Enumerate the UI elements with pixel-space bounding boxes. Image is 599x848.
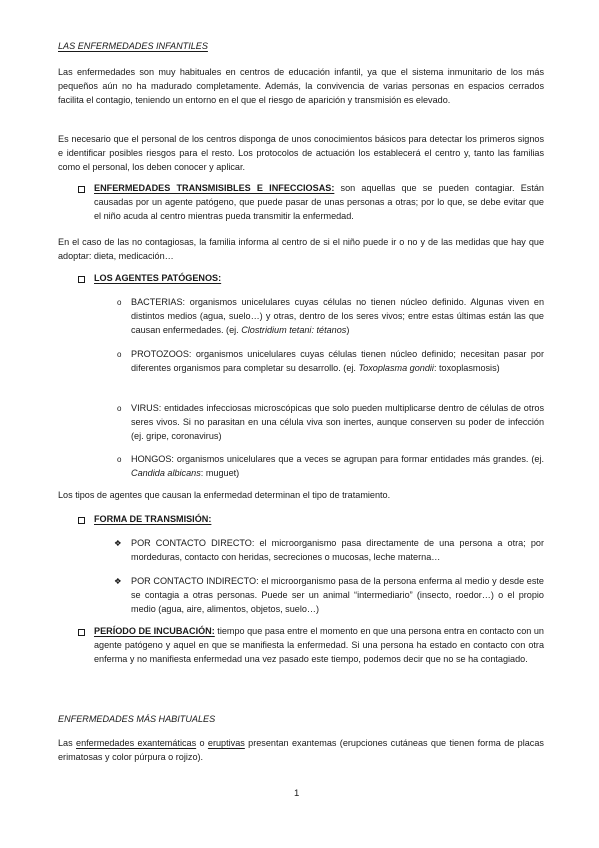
checkbox-square-icon [78, 186, 85, 193]
transmissible-diseases-item [94, 182, 544, 224]
circle-bullet-icon: o [117, 404, 122, 413]
agent-item-virus: VIRUS: entidades infecciosas microscópicas que solo pueden multiplicarse dentro de células de otros seres vivos. Si no parasitan en una célula viva son inertes, aunque conserven su poder de infección (ej. gripe, coronavirus) [131, 403, 544, 441]
page-number: 1 [294, 788, 300, 799]
exanthem-link: enfermedades exantemáticas [76, 738, 197, 748]
non-contagious-paragraph: En el caso de las no contagiosas, la familia informa al centro de si el niño puede ir o no y de las medidas que hay que adoptar: dieta, medicación… [58, 237, 544, 261]
incubation-item [94, 625, 544, 667]
diamond-bullet-icon: ❖ [114, 576, 122, 586]
transmissible-text: son aquellas que se pueden contagiar. Están causadas por un agente patógeno, que puede pasar de unas personas a otras; por lo que, se debe evitar que el niño acuda al centro mientras pueda transmitir la enfermedad. [94, 183, 544, 221]
page-title: LAS ENFERMEDADES INFANTILES [58, 41, 208, 51]
circle-bullet-icon: o [117, 455, 122, 464]
transmissible-label: ENFERMEDADES TRANSMISIBLES E INFECCIOSAS: [94, 183, 335, 193]
transmission-label: FORMA DE TRANSMISIÓN: [94, 514, 212, 524]
intro-paragraph: Las enfermedades son muy habituales en centros de educación infantil, ya que el sistema inmunitario de los más pequeños aún no ha madurado completamente. Además, la convivencia de varias personas en espacios cerrados facilita el contagio, teniendo un entorno en el que el riesgo de aparición y transmisión es elevado. [58, 67, 544, 105]
section-title-common-diseases: ENFERMEDADES MÁS HABITUALES [58, 714, 216, 724]
checkbox-square-icon [78, 276, 85, 283]
diamond-bullet-icon: ❖ [114, 538, 122, 548]
treatment-paragraph: Los tipos de agentes que causan la enfermedad determinan el tipo de tratamiento. [58, 490, 391, 500]
protocol-paragraph: Es necesario que el personal de los centros disponga de unos conocimientos básicos para detectar los primeros signos e identificar posibles riesgos para el resto. Los protocolos de actuación los establecerá el centro y, tanto las familias como el personal, los deben conocer y aplicar. [58, 134, 544, 172]
transmission-indirect: POR CONTACTO INDIRECTO: el microorganismo pasa de la persona enferma al medio y desde este se contagia a otras personas. Puede ser un animal “intermediario” (insecto, roedor…) o el propio medio (agua, aire, alimentos, objetos, suelo…) [131, 576, 544, 614]
exanthem-paragraph: Las enfermedades exantemáticas o eruptivas presentan exantemas (erupciones cutáneas que tienen forma de placas erimatosas y color púrpura o rojizo). [58, 738, 544, 762]
transmission-direct: POR CONTACTO DIRECTO: el microorganismo pasa directamente de una persona a otra; por mordeduras, contacto con heridas, secreciones o mucosas, leche materna… [131, 538, 544, 562]
agent-item-bacterias: BACTERIAS: organismos unicelulares cuyas células no tienen núcleo definido. Algunas viven en distintos medios (agua, suelo…) y otras, dentro de los seres vivos; entre estas últimas están las que causan enfermedades. (ej. Clostridium tetani: tétanos) [131, 297, 544, 335]
agent-item-protozoos: PROTOZOOS: organismos unicelulares cuyas células tienen núcleo definido; necesitan pasar por diferentes organismos para completar su desarrollo. (ej. Toxoplasma gondii: toxoplasmosis) [131, 349, 544, 373]
circle-bullet-icon: o [117, 298, 122, 307]
circle-bullet-icon: o [117, 350, 122, 359]
agents-label: LOS AGENTES PATÓGENOS: [94, 273, 222, 283]
incubation-text: tiempo que pasa entre el momento en que una persona entra en contacto con un agente patógeno y aquel en que se manifiesta la enfermedad. Si una persona ha estado en contacto con otra enferma y no manifiesta enfermedad una vez pasado este tiempo, podemos decir que no se ha contagiado. [94, 626, 544, 664]
eruptive-link: eruptivas [207, 738, 245, 748]
checkbox-square-icon [78, 629, 85, 636]
agent-item-hongos: HONGOS: organismos unicelulares que a veces se agrupan para formar entidades más grandes. (ej. Candida albicans: muguet) [131, 454, 544, 478]
incubation-label: PERÍODO DE INCUBACIÓN: [94, 626, 215, 636]
checkbox-square-icon [78, 517, 85, 524]
